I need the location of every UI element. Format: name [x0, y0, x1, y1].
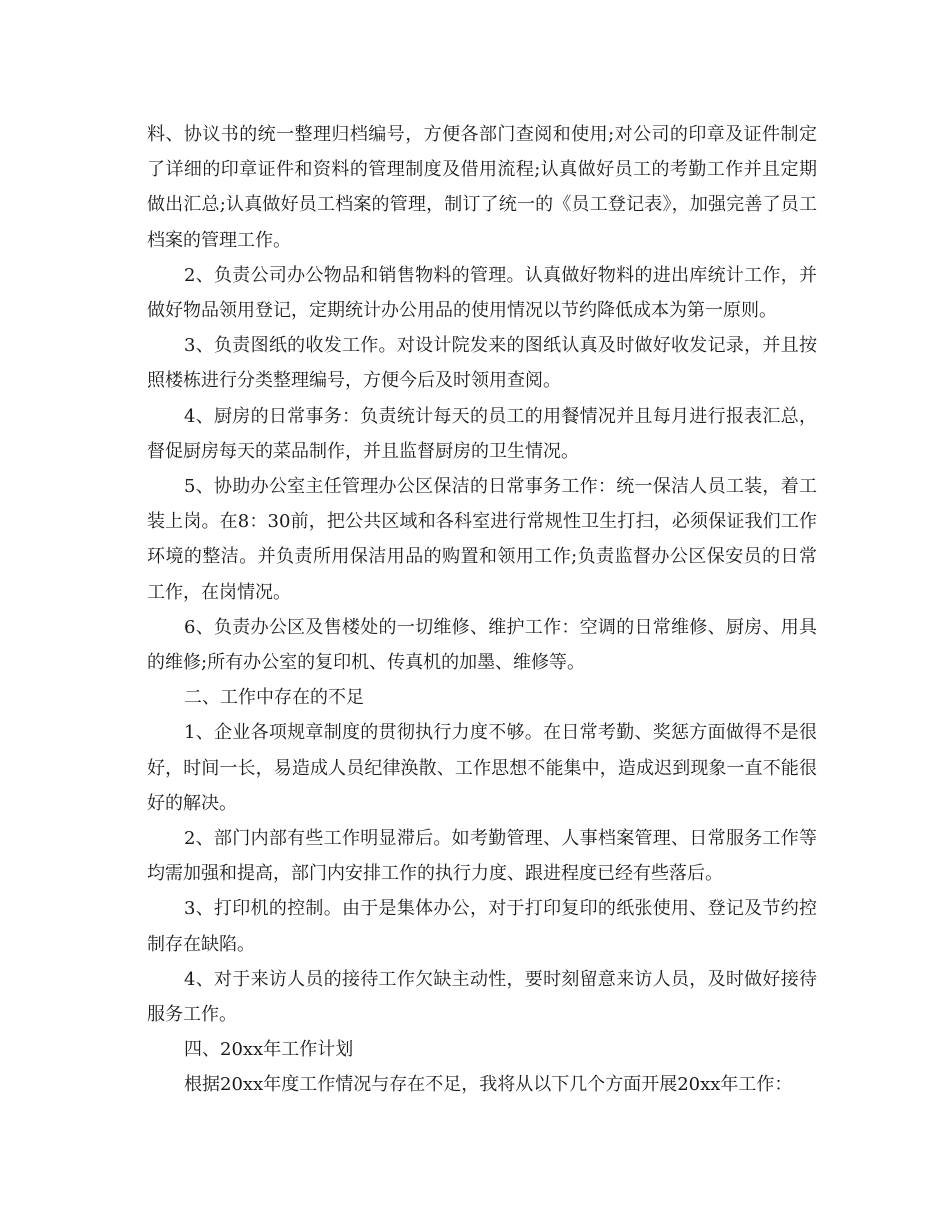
paragraph-item-6: 6、负责办公区及售楼处的一切维修、维护工作：空调的日常维修、厨房、用具的维修;所有办公室的复印机、传真机的加墨、维修等。 [147, 616, 817, 674]
paragraph-continuation: 料、协议书的统一整理归档编号，方便各部门查阅和使用;对公司的印章及证件制定了详细的印章证件和资料的管理制度及借用流程;认真做好员工的考勤工作并且定期做出汇总;认真做好员工档案的管理，制订了统一的《员工登记表》，加强完善了员工档案的管理工作。 [147, 124, 817, 251]
paragraph-work-plan-intro: 根据20xx年度工作情况与存在不足，我将从以下几个方面开展20xx年工作： [184, 1074, 793, 1096]
paragraph-item-2: 2、负责公司办公物品和销售物料的管理。认真做好物料的进出库统计工作，并做好物品领用登记，定期统计办公用品的使用情况以节约降低成本为第一原则。 [147, 264, 817, 322]
paragraph-shortcoming-4: 4、对于来访人员的接待工作欠缺主动性，要时刻留意来访人员，及时做好接待服务工作。 [147, 968, 817, 1026]
paragraph-item-4: 4、厨房的日常事务：负责统计每天的员工的用餐情况并且每月进行报表汇总，督促厨房每天的菜品制作，并且监督厨房的卫生情况。 [147, 405, 817, 462]
paragraph-item-3: 3、负责图纸的收发工作。对设计院发来的图纸认真及时做好收发记录，并且按照楼栋进行分类整理编号，方便今后及时领用查阅。 [147, 335, 817, 392]
section-heading-work-plan: 四、20xx年工作计划 [184, 1039, 354, 1061]
paragraph-shortcoming-1: 1、企业各项规章制度的贯彻执行力度不够。在日常考勤、奖惩方面做得不是很好，时间一长，易造成人员纪律涣散、工作思想不能集中，造成迟到现象一直不能很好的解决。 [147, 722, 817, 814]
paragraph-item-5: 5、协助办公室主任管理办公区保洁的日常事务工作：统一保洁人员工装，着工装上岗。在8：30前，把公共区域和各科室进行常规性卫生打扫，必须保证我们工作环境的整洁。并负责所用保洁用品的购置和领用工作;负责监督办公区保安员的日常工作，在岗情况。 [147, 476, 817, 603]
paragraph-shortcoming-3: 3、打印机的控制。由于是集体办公，对于打印复印的纸张使用、登记及节约控制存在缺陷。 [147, 898, 817, 955]
section-heading-shortcomings: 二、工作中存在的不足 [184, 687, 364, 709]
document-body [147, 117, 817, 1103]
paragraph-shortcoming-2: 2、部门内部有些工作明显滞后。如考勤管理、人事档案管理、日常服务工作等均需加强和提高，部门内安排工作的执行力度、跟进程度已经有些落后。 [147, 828, 817, 885]
